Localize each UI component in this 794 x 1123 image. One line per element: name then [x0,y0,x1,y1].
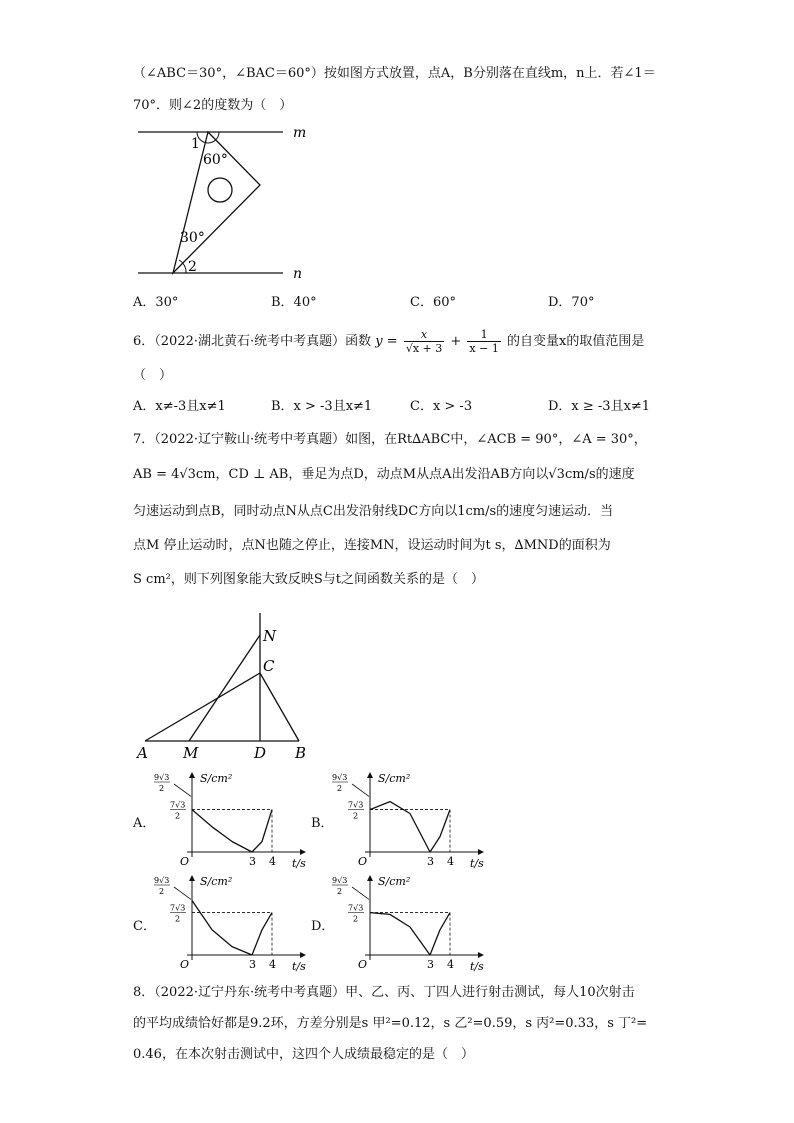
q5-option-d[interactable]: D．70° [548,295,595,310]
q5-line-2: 70°．则∠2的度数为（ ） [133,98,293,113]
q7-option-b[interactable]: B． [311,816,334,831]
origin-label: O [180,958,190,971]
x-axis-arrow [300,849,306,855]
q6-f1-den: √x + 3 [405,342,443,355]
q6-option-b[interactable]: B．x > -3且x≠1 [271,399,373,414]
q7-line-4: 点M 停止运动时，点N也随之停止，连接MN，设运动时间为t s，∆MND的面积为 [133,538,611,553]
q6-y: y [375,334,383,349]
q5-line-1: （∠ABC＝30°，∠BAC＝60°）按如图方式放置，点A，B分别落在直线m，n上．若∠1＝ [133,66,656,81]
mid-value-label: 7√3 [348,800,364,810]
mid-value-label: 7√3 [348,903,364,913]
point-n-label: N [263,627,277,645]
top-value-arrow [174,887,191,899]
chart-option-d[interactable] [328,873,488,973]
q6-f2-num: 1 [467,328,500,342]
q8-line-2: 的平均成绩恰好都是9.2环，方差分别是s 甲²=0.12，s 乙²=0.59，s 丙²=0.33，s 丁²= [133,1016,648,1031]
tick-label-3: 3 [427,855,434,868]
mid-value-label: 7√3 [170,903,186,913]
origin-label: O [358,958,368,971]
segment-ac [145,673,260,741]
top-value-denominator: 2 [159,784,165,793]
q8-line-3: 0.46，在本次射击测试中，这四个人成绩最稳定的是（ ） [133,1047,474,1062]
top-value-denominator: 2 [159,887,165,896]
q7-option-d[interactable]: D． [311,919,335,934]
segment-cb [260,673,299,741]
mid-value-label: 7√3 [170,800,186,810]
q5-triangle-figure [133,120,323,285]
tick-label-4: 4 [269,855,276,868]
top-value-denominator: 2 [337,887,343,896]
tick-label-3: 3 [249,958,256,971]
q6-option-d[interactable]: D．x ≥ -3且x≠1 [548,399,651,414]
origin-label: O [180,855,190,868]
y-axis-label: S/cm² [200,772,233,785]
point-d-label: D [254,744,267,762]
set-square-hole [208,178,232,202]
y-axis-label: S/cm² [378,772,411,785]
q6-option-c[interactable]: C．x > -3 [410,399,473,414]
q5-option-b[interactable]: B．40° [271,295,317,310]
top-value-label: 9√3 [154,773,170,782]
mid-value-denominator: 2 [353,811,359,821]
mid-value-denominator: 2 [175,811,181,821]
tick-label-4: 4 [447,958,454,971]
q7-line-1: 7．（2022·辽宁鞍山·统考中考真题）如图，在Rt∆ABC中，∠ACB = 90°，∠A = 30°， [133,432,647,447]
q5-option-c[interactable]: C．60° [410,295,456,310]
y-axis-label: S/cm² [378,875,411,888]
curve-series [192,810,272,852]
origin-label: O [358,855,368,868]
q6-line-1 [133,328,644,356]
top-value-label: 9√3 [154,876,170,885]
curve-series [370,802,450,852]
q7-line-3: 匀速运动到点B，同时动点N从点C出发沿射线DC方向以1cm/s的速度匀速运动．当 [133,504,614,519]
q7-line-5: S cm²，则下列图象能大致反映S与t之间函数关系的是（ ） [133,572,484,587]
tick-label-3: 3 [427,958,434,971]
curve-series [192,901,272,956]
top-value-label: 9√3 [332,876,348,885]
q7-option-a[interactable]: A． [133,816,156,831]
x-axis-label: t/s [470,960,484,973]
point-a-label: A [137,744,148,762]
top-value-arrow [352,784,369,796]
x-axis-arrow [478,952,484,958]
angle-1-label: 1 [191,136,200,152]
x-axis-arrow [478,849,484,855]
angle-2-label: 2 [188,259,197,275]
x-axis-arrow [300,952,306,958]
q6-fraction-2 [467,328,500,355]
q7-line-2: AB = 4√3cm，CD ⊥ AB，垂足为点D，动点M从点A出发沿AB方向以√3cm/s的速度 [133,467,635,482]
y-axis-arrow [189,772,195,778]
chart-option-c[interactable] [150,873,310,973]
top-value-label: 9√3 [332,773,348,782]
q6-f1-num: x [404,328,444,342]
q5-option-a[interactable]: A．30° [133,295,179,310]
y-axis-arrow [367,875,373,881]
tick-label-4: 4 [269,958,276,971]
top-value-denominator: 2 [337,784,343,793]
point-b-label: B [295,744,307,762]
q8-line-1: 8．（2022·辽宁丹东·统考中考真题）甲、乙、丙、丁四人进行射击测试，每人10次射击 [133,985,635,1000]
q6-prefix: 6．（2022·湖北黄石·统考中考真题）函数 [133,334,372,349]
mid-value-denominator: 2 [353,914,359,924]
q6-eq: = [386,334,398,349]
label-m: m [293,125,307,141]
y-axis-label: S/cm² [200,875,233,888]
q6-paren: （ ） [133,368,173,383]
mid-value-denominator: 2 [175,914,181,924]
tick-label-4: 4 [447,855,454,868]
x-axis-label: t/s [470,857,484,870]
y-axis-arrow [189,875,195,881]
q6-suffix: 的自变量x的取值范围是 [506,334,645,349]
label-n: n [293,266,303,282]
q6-f2-den: x − 1 [469,342,499,355]
q6-option-a[interactable]: A．x≠-3且x≠1 [133,399,226,414]
x-axis-label: t/s [292,960,306,973]
angle-30-label: 30° [180,230,205,246]
top-value-arrow [174,784,191,796]
top-value-arrow [352,887,369,899]
tick-label-3: 3 [249,855,256,868]
y-axis-arrow [367,772,373,778]
x-axis-label: t/s [292,857,306,870]
q6-plus: + [450,334,462,349]
q7-triangle-figure [133,605,323,765]
segment-mn [189,635,260,741]
chart-option-a[interactable] [150,770,310,870]
curve-series [370,913,450,955]
point-m-label: M [183,744,199,762]
point-c-label: C [263,657,275,675]
q6-fraction-1 [404,328,444,355]
angle-60-label: 60° [203,152,228,168]
q7-option-c[interactable]: C． [133,919,156,934]
chart-option-b[interactable] [328,770,488,870]
